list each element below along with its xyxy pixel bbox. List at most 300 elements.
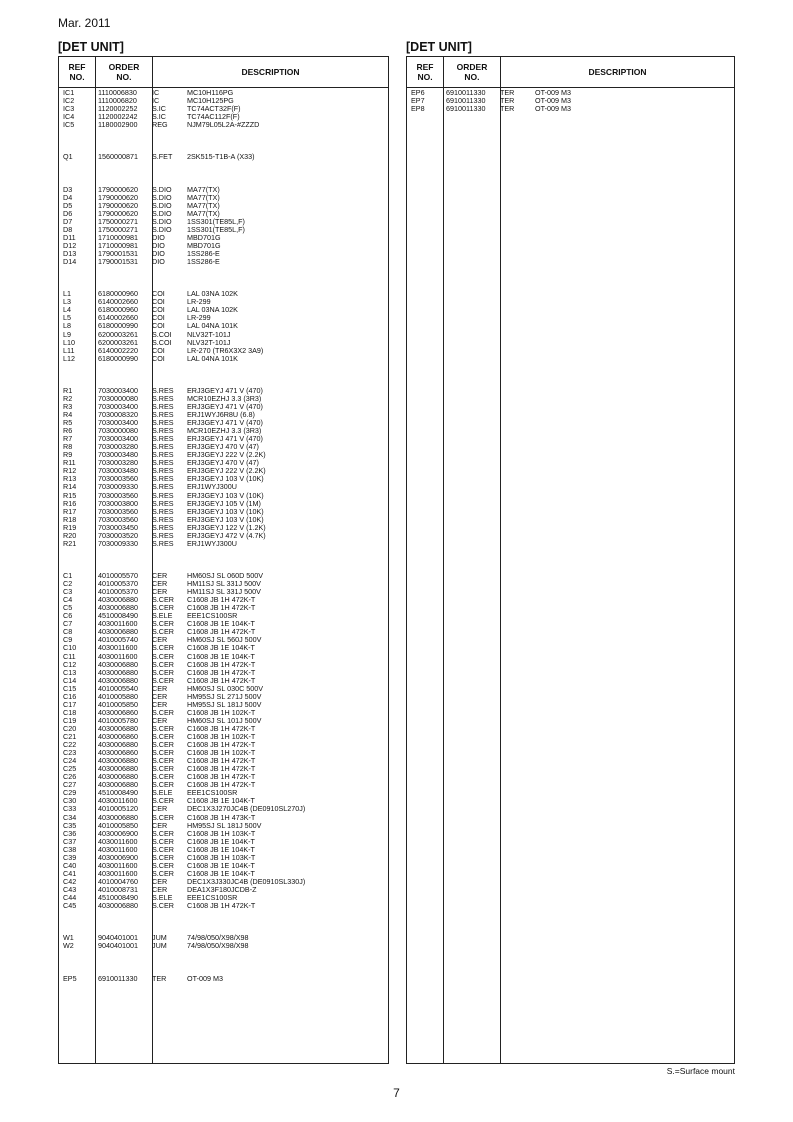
- order-no-cell: 4010005880: [98, 691, 138, 701]
- type-cell: S.RES: [152, 442, 174, 452]
- description-cell: C1608 JB 1H 102K-T: [187, 732, 256, 741]
- order-no-cell: 4030006880: [98, 659, 138, 669]
- description-cell: ERJ1WYJ6R8U (6.8): [187, 410, 255, 419]
- ref-no-cell: C33: [63, 804, 77, 814]
- column-divider: [500, 57, 501, 1063]
- order-no-cell: 4030006880: [98, 901, 138, 911]
- ref-no-cell: C3: [63, 587, 73, 597]
- description-cell: ERJ3GEYJ 103 V (10K): [187, 514, 264, 524]
- type-cell: S.ELE: [152, 893, 173, 902]
- ref-no-cell: C9: [63, 635, 73, 645]
- description-cell: C1608 JB 1E 104K-T: [187, 619, 255, 629]
- order-no-cell: 6910011330: [446, 88, 486, 97]
- document-date: Mar. 2011: [58, 16, 111, 30]
- ref-no-cell: D3: [63, 184, 73, 194]
- type-cell: COI: [152, 305, 165, 315]
- type-cell: JUM: [152, 933, 167, 943]
- ref-no-cell: D4: [63, 192, 73, 202]
- order-no-header: ORDER NO.: [456, 62, 488, 82]
- ref-no-cell: IC2: [63, 96, 75, 106]
- order-no-cell: 1110006830: [98, 88, 137, 97]
- description-cell: NLV32T-101J: [187, 337, 231, 347]
- type-cell: COI: [152, 297, 165, 307]
- description-cell: C1608 JB 1H 472K-T: [187, 740, 256, 750]
- ref-no-cell: W2: [63, 941, 74, 951]
- order-no-cell: 6140002660: [98, 313, 138, 323]
- order-no-cell: 4030006880: [98, 675, 138, 685]
- type-cell: S.CER: [152, 901, 174, 911]
- description-cell: C1608 JB 1E 104K-T: [187, 836, 255, 846]
- table-row: [59, 354, 388, 363]
- description-header: DESCRIPTION: [588, 67, 647, 77]
- table-header: [407, 57, 734, 88]
- ref-no-cell: C42: [63, 876, 77, 886]
- table-row: [59, 152, 388, 161]
- description-cell: DEC1X3J330JC4B (DE0910SL330J): [187, 876, 306, 886]
- description-cell: HM95SJ SL 181J 500V: [187, 699, 262, 709]
- description-cell: C1608 JB 1H 102K-T: [187, 748, 256, 758]
- ref-no-cell: C44: [63, 893, 77, 902]
- ref-no-cell: C40: [63, 860, 77, 870]
- type-cell: S.CER: [152, 667, 174, 677]
- description-cell: C1608 JB 1H 472K-T: [187, 723, 256, 733]
- table-row: [407, 104, 734, 113]
- type-cell: IC: [152, 88, 160, 97]
- description-cell: ERJ3GEYJ 471 V (470): [187, 401, 263, 411]
- type-cell: S.RES: [152, 434, 174, 444]
- ref-no-cell: R9: [63, 450, 73, 460]
- order-no-cell: 7030003400: [98, 385, 138, 395]
- description-cell: TC74ACT32F(F): [187, 104, 241, 114]
- description-cell: C1608 JB 1E 104K-T: [187, 643, 255, 653]
- table-row: [59, 539, 388, 548]
- order-no-cell: 4030006900: [98, 828, 138, 838]
- ref-no-cell: D8: [63, 224, 73, 234]
- ref-no-cell: C5: [63, 603, 73, 613]
- description-cell: C1608 JB 1H 472K-T: [187, 659, 256, 669]
- type-cell: S.CER: [152, 643, 174, 653]
- type-cell: S.RES: [152, 385, 174, 395]
- order-no-cell: 1710000981: [98, 232, 138, 242]
- description-cell: ERJ3GEYJ 470 V (47): [187, 458, 259, 468]
- order-no-cell: 4030006880: [98, 740, 138, 750]
- description-cell: C1608 JB 1H 472K-T: [187, 780, 256, 790]
- ref-no-cell: R18: [63, 514, 77, 524]
- description-cell: EEE1CS100SR: [187, 893, 238, 902]
- order-no-cell: 6910011330: [446, 104, 486, 114]
- description-cell: LR-299: [187, 313, 211, 323]
- order-no-cell: 6200003261: [98, 337, 138, 347]
- order-no-cell: 7030000080: [98, 426, 138, 436]
- ref-no-cell: L3: [63, 297, 71, 307]
- order-no-cell: 4010004760: [98, 876, 138, 886]
- order-no-cell: 7030003280: [98, 458, 138, 468]
- order-no-cell: 4030006860: [98, 732, 138, 741]
- description-cell: MCR10EZHJ 3.3 (3R3): [187, 426, 262, 436]
- ref-no-cell: L8: [63, 321, 71, 331]
- description-cell: 1SS286-E: [187, 257, 220, 267]
- right-section-title: [DET UNIT]: [406, 40, 472, 54]
- ref-no-cell: C17: [63, 699, 77, 709]
- table-row: [59, 901, 388, 910]
- order-no-cell: 4010005780: [98, 715, 138, 725]
- ref-no-cell: C20: [63, 723, 77, 733]
- order-no-cell: 4030006860: [98, 748, 138, 758]
- ref-no-cell: C8: [63, 627, 73, 637]
- description-cell: C1608 JB 1H 472K-T: [187, 764, 256, 774]
- type-cell: S.CER: [152, 619, 174, 629]
- ref-no-cell: C16: [63, 691, 77, 701]
- type-cell: S.COI: [152, 329, 172, 339]
- type-cell: IC: [152, 96, 160, 106]
- order-no-cell: 7030003400: [98, 401, 138, 411]
- description-cell: 1SS301(TE85L,F): [187, 224, 245, 234]
- type-cell: S.RES: [152, 514, 174, 524]
- type-cell: S.CER: [152, 740, 174, 750]
- description-cell: ERJ3GEYJ 222 V (2.2K): [187, 450, 266, 460]
- type-cell: S.RES: [152, 530, 174, 540]
- order-no-cell: 1120002252: [98, 104, 138, 114]
- order-no-cell: 6200003261: [98, 329, 138, 339]
- order-no-cell: 4030011600: [98, 619, 138, 629]
- type-cell: COI: [152, 313, 165, 323]
- order-no-cell: 1710000981: [98, 240, 138, 250]
- description-cell: OT-009 M3: [535, 88, 571, 97]
- order-no-cell: 6910011330: [98, 973, 138, 983]
- ref-no-cell: C13: [63, 667, 77, 677]
- ref-no-cell: C29: [63, 788, 77, 798]
- description-cell: OT-009 M3: [535, 104, 571, 114]
- type-cell: REG: [152, 120, 168, 130]
- ref-no-cell: D12: [63, 240, 77, 250]
- description-header: DESCRIPTION: [241, 67, 300, 77]
- description-cell: C1608 JB 1H 103K-T: [187, 828, 256, 838]
- description-cell: C1608 JB 1E 104K-T: [187, 651, 255, 661]
- type-cell: TER: [152, 973, 167, 983]
- order-no-cell: 6140002660: [98, 297, 138, 307]
- description-cell: LR-270 (TR6X3X2 3A9): [187, 345, 264, 355]
- order-no-cell: 6180000990: [98, 353, 138, 363]
- description-cell: C1608 JB 1H 472K-T: [187, 756, 256, 766]
- order-no-cell: 4030006880: [98, 595, 138, 605]
- order-no-cell: 4030006880: [98, 723, 138, 733]
- ref-no-cell: R21: [63, 538, 77, 548]
- type-cell: S.CER: [152, 659, 174, 669]
- ref-no-cell: L11: [63, 345, 75, 355]
- ref-no-cell: C39: [63, 852, 77, 862]
- type-cell: S.CER: [152, 595, 174, 605]
- order-no-cell: 4030006880: [98, 764, 138, 774]
- description-cell: ERJ3GEYJ 472 V (4.7K): [187, 530, 266, 540]
- surface-mount-note: S.=Surface mount: [666, 1066, 735, 1076]
- type-cell: CER: [152, 691, 168, 701]
- order-no-cell: 4030011600: [98, 796, 138, 806]
- description-cell: MBD701G: [187, 232, 221, 242]
- type-cell: DIO: [152, 249, 165, 258]
- ref-no-cell: IC4: [63, 112, 75, 122]
- description-cell: MBD701G: [187, 240, 221, 250]
- description-cell: C1608 JB 1E 104K-T: [187, 860, 255, 870]
- ref-no-cell: R20: [63, 530, 77, 540]
- description-cell: HM60SJ SL 560J 500V: [187, 635, 262, 645]
- ref-no-cell: C36: [63, 828, 77, 838]
- description-cell: HM11SJ SL 331J 500V: [187, 579, 261, 589]
- order-no-cell: 9040401001: [98, 933, 138, 943]
- type-cell: TER: [500, 104, 515, 114]
- order-no-cell: 4030011600: [98, 860, 138, 870]
- description-cell: HM95SJ SL 181J 500V: [187, 820, 262, 830]
- description-cell: HM60SJ SL 101J 500V: [187, 715, 262, 725]
- order-no-cell: 7030009330: [98, 538, 138, 548]
- description-cell: ERJ3GEYJ 471 V (470): [187, 385, 263, 395]
- order-no-cell: 4010008731: [98, 884, 138, 894]
- ref-no-cell: C11: [63, 651, 76, 661]
- description-cell: C1608 JB 1H 472K-T: [187, 667, 256, 677]
- type-cell: S.RES: [152, 506, 174, 516]
- ref-no-cell: C2: [63, 579, 73, 589]
- column-divider: [443, 57, 444, 1063]
- type-cell: DIO: [152, 257, 165, 267]
- description-cell: C1608 JB 1H 472K-T: [187, 595, 256, 605]
- description-cell: ERJ3GEYJ 471 V (470): [187, 418, 263, 428]
- ref-no-cell: IC3: [63, 104, 75, 114]
- description-cell: ERJ3GEYJ 105 V (1M): [187, 498, 261, 508]
- type-cell: S.COI: [152, 337, 172, 347]
- type-cell: S.CER: [152, 707, 174, 717]
- ref-no-cell: D13: [63, 249, 77, 258]
- order-no-cell: 7030003400: [98, 434, 138, 444]
- description-cell: ERJ3GEYJ 471 V (470): [187, 434, 263, 444]
- type-cell: COI: [152, 345, 165, 355]
- type-cell: S.CER: [152, 675, 174, 685]
- description-cell: NJM79L05L2A-#ZZZD: [187, 120, 260, 130]
- ref-no-cell: W1: [63, 933, 74, 943]
- description-cell: MC10H116PG: [187, 88, 234, 97]
- table-row: [59, 257, 388, 266]
- description-cell: ERJ1WYJ300U: [187, 538, 237, 548]
- table-row: [59, 120, 388, 129]
- type-cell: COI: [152, 353, 165, 363]
- type-cell: CER: [152, 579, 168, 589]
- description-cell: LAL 03NA 102K: [187, 305, 238, 315]
- order-no-cell: 4010005850: [98, 820, 138, 830]
- ref-no-cell: C1: [63, 571, 73, 580]
- type-cell: S.IC: [152, 112, 166, 122]
- description-cell: OT-009 M3: [535, 96, 571, 106]
- ref-no-cell: L1: [63, 289, 71, 299]
- ref-no-cell: R16: [63, 498, 77, 508]
- type-cell: CER: [152, 571, 168, 580]
- order-no-cell: 4010005740: [98, 635, 138, 645]
- order-no-cell: 4510008490: [98, 893, 138, 902]
- description-cell: C1608 JB 1H 472K-T: [187, 627, 256, 637]
- order-no-cell: 7030003560: [98, 506, 138, 516]
- ref-no-cell: EP8: [411, 104, 425, 114]
- table-header: [59, 57, 388, 88]
- description-cell: C1608 JB 1H 473K-T: [187, 812, 256, 822]
- type-cell: CER: [152, 635, 168, 645]
- ref-no-cell: C12: [63, 659, 77, 669]
- description-cell: C1608 JB 1E 104K-T: [187, 796, 255, 806]
- type-cell: S.CER: [152, 772, 174, 782]
- type-cell: S.CER: [152, 627, 174, 637]
- ref-no-cell: R17: [63, 506, 77, 516]
- order-no-cell: 4030011600: [98, 868, 138, 878]
- order-no-cell: 7030003400: [98, 418, 138, 428]
- ref-no-cell: C41: [63, 868, 77, 878]
- description-cell: MC10H125PG: [187, 96, 234, 106]
- description-cell: C1608 JB 1H 103K-T: [187, 852, 256, 862]
- order-no-cell: 1750000271: [98, 216, 138, 226]
- table-row: [59, 974, 388, 983]
- ref-no-cell: R3: [63, 401, 73, 411]
- order-no-cell: 1790001531: [98, 249, 138, 258]
- description-cell: MA77(TX): [187, 184, 220, 194]
- type-cell: S.DIO: [152, 224, 172, 234]
- ref-no-cell: IC1: [63, 88, 75, 97]
- description-cell: ERJ3GEYJ 103 V (10K): [187, 490, 264, 500]
- ref-no-cell: R13: [63, 474, 77, 484]
- ref-no-cell: D5: [63, 200, 73, 210]
- description-cell: C1608 JB 1H 102K-T: [187, 707, 256, 717]
- type-cell: CER: [152, 820, 168, 830]
- order-no-cell: 1180002900: [98, 120, 138, 130]
- description-cell: ERJ3GEYJ 122 V (1.2K): [187, 522, 266, 532]
- ref-no-cell: R5: [63, 418, 73, 428]
- description-cell: HM60SJ SL 030C 500V: [187, 683, 264, 693]
- ref-no-cell: C7: [63, 619, 73, 629]
- order-no-cell: 4030006880: [98, 756, 138, 766]
- description-cell: TC74AC112F(F): [187, 112, 240, 122]
- description-cell: LAL 04NA 101K: [187, 353, 238, 363]
- type-cell: S.CER: [152, 603, 174, 613]
- type-cell: S.ELE: [152, 788, 173, 798]
- type-cell: S.CER: [152, 836, 174, 846]
- order-no-cell: 4010005370: [98, 579, 138, 589]
- order-no-cell: 7030000080: [98, 393, 138, 403]
- ref-no-cell: D14: [63, 257, 77, 267]
- type-cell: CER: [152, 715, 168, 725]
- order-no-header: ORDER NO.: [108, 62, 140, 82]
- description-cell: EEE1CS100SR: [187, 788, 238, 798]
- order-no-cell: 4010005370: [98, 587, 138, 597]
- table-row: [59, 941, 388, 950]
- description-cell: C1608 JB 1H 472K-T: [187, 772, 256, 782]
- order-no-cell: 7030003560: [98, 490, 138, 500]
- type-cell: S.DIO: [152, 184, 172, 194]
- description-cell: DEC1X3J270JC4B (DE0910SL270J): [187, 804, 306, 814]
- order-no-cell: 4030011600: [98, 844, 138, 854]
- ref-no-cell: C24: [63, 756, 77, 766]
- type-cell: S.CER: [152, 844, 174, 854]
- ref-no-cell: R6: [63, 426, 73, 436]
- description-cell: 74/98/050/X98/X98: [187, 941, 249, 951]
- type-cell: S.RES: [152, 474, 174, 484]
- ref-no-cell: L10: [63, 337, 75, 347]
- ref-no-cell: L5: [63, 313, 71, 323]
- description-cell: 2SK515-T1B-A (X33): [187, 152, 255, 162]
- ref-no-cell: R14: [63, 482, 77, 492]
- order-no-cell: 6180000990: [98, 321, 138, 331]
- ref-no-cell: L4: [63, 305, 71, 315]
- type-cell: S.CER: [152, 852, 174, 862]
- type-cell: S.RES: [152, 482, 174, 492]
- type-cell: CER: [152, 804, 168, 814]
- order-no-cell: 7030003450: [98, 522, 138, 532]
- ref-no-cell: C43: [63, 884, 77, 894]
- type-cell: S.FET: [152, 152, 173, 162]
- type-cell: S.RES: [152, 538, 174, 548]
- type-cell: COI: [152, 289, 165, 299]
- ref-no-cell: R4: [63, 410, 73, 419]
- description-cell: HM11SJ SL 331J 500V: [187, 587, 261, 597]
- description-cell: HM60SJ SL 060D 500V: [187, 571, 264, 580]
- description-cell: MA77(TX): [187, 200, 220, 210]
- order-no-cell: 7030003280: [98, 442, 138, 452]
- description-cell: MA77(TX): [187, 192, 220, 202]
- ref-no-cell: C38: [63, 844, 77, 854]
- ref-no-cell: C18: [63, 707, 77, 717]
- description-cell: NLV32T-101J: [187, 329, 231, 339]
- type-cell: CER: [152, 884, 168, 894]
- description-cell: LR-299: [187, 297, 211, 307]
- ref-no-cell: L12: [63, 353, 75, 363]
- ref-no-cell: C10: [63, 643, 77, 653]
- type-cell: S.RES: [152, 490, 174, 500]
- type-cell: S.RES: [152, 498, 174, 508]
- parts-table-right: [406, 56, 735, 1064]
- ref-no-cell: C23: [63, 748, 77, 758]
- description-cell: 1SS286-E: [187, 249, 220, 258]
- order-no-cell: 1110006820: [98, 96, 137, 106]
- page-number: 7: [393, 1086, 400, 1100]
- type-cell: CER: [152, 699, 168, 709]
- description-cell: OT-009 M3: [187, 973, 223, 983]
- type-cell: S.CER: [152, 780, 174, 790]
- parts-table-left: [58, 56, 389, 1064]
- order-no-cell: 7030003560: [98, 514, 138, 524]
- ref-no-cell: R2: [63, 393, 73, 403]
- order-no-cell: 4010005850: [98, 699, 138, 709]
- order-no-cell: 4030006880: [98, 812, 138, 822]
- description-cell: LAL 04NA 101K: [187, 321, 238, 331]
- order-no-cell: 1790000620: [98, 184, 138, 194]
- type-cell: S.RES: [152, 458, 174, 468]
- ref-no-cell: C27: [63, 780, 77, 790]
- description-cell: EEE1CS100SR: [187, 611, 238, 621]
- ref-no-cell: C25: [63, 764, 77, 774]
- order-no-cell: 4030011600: [98, 643, 138, 653]
- type-cell: S.RES: [152, 466, 174, 476]
- ref-no-cell: R11: [63, 458, 76, 468]
- ref-no-cell: C37: [63, 836, 77, 846]
- ref-no-cell: EP6: [411, 88, 425, 97]
- order-no-cell: 6180000960: [98, 289, 138, 299]
- order-no-cell: 1750000271: [98, 224, 138, 234]
- order-no-cell: 1790000620: [98, 200, 138, 210]
- type-cell: COI: [152, 321, 165, 331]
- type-cell: S.RES: [152, 418, 174, 428]
- ref-no-cell: C26: [63, 772, 77, 782]
- order-no-cell: 1120002242: [98, 112, 138, 122]
- type-cell: JUM: [152, 941, 167, 951]
- order-no-cell: 7030003480: [98, 466, 138, 476]
- order-no-cell: 7030003520: [98, 530, 138, 540]
- type-cell: S.RES: [152, 393, 174, 403]
- order-no-cell: 1790000620: [98, 192, 138, 202]
- ref-no-cell: EP7: [411, 96, 425, 106]
- order-no-cell: 4510008490: [98, 788, 138, 798]
